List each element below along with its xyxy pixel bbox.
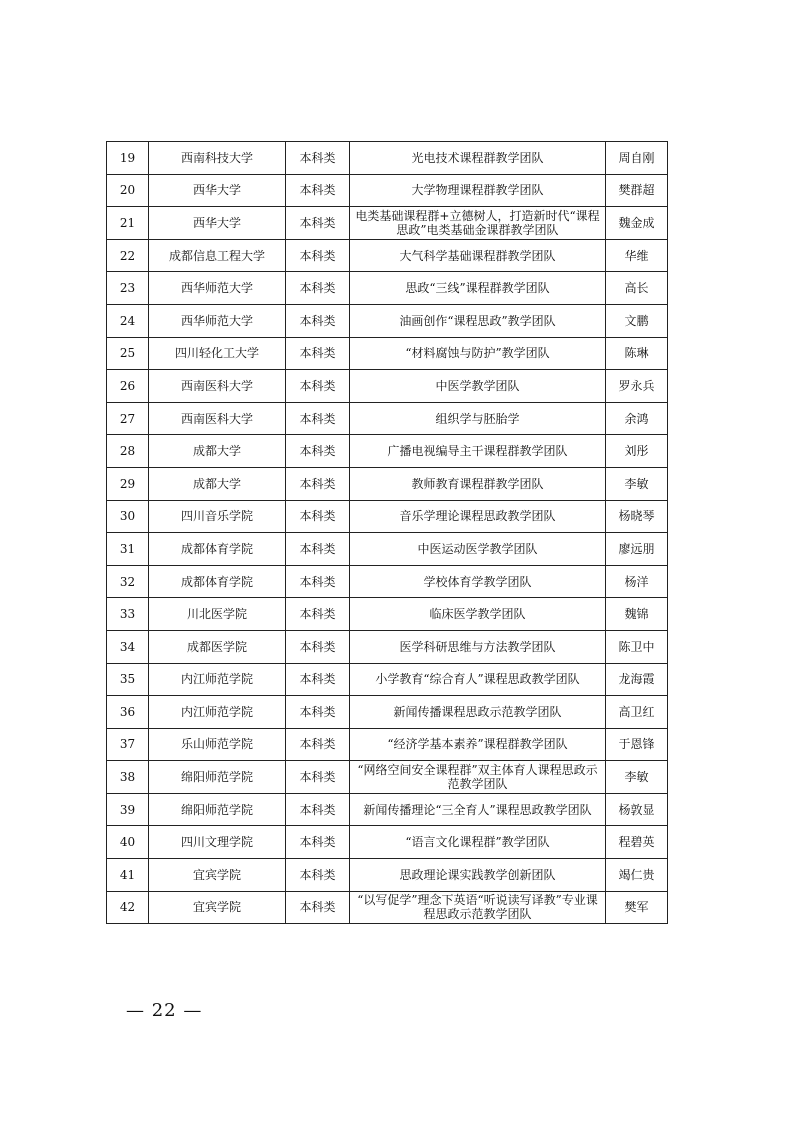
- row-number: 28: [107, 435, 149, 468]
- school-name: 西南科技大学: [149, 142, 286, 175]
- category-label: 本科类: [286, 761, 350, 794]
- category-label: 本科类: [286, 565, 350, 598]
- team-leader: 程碧英: [606, 826, 668, 859]
- team-leader: 樊军: [606, 891, 668, 924]
- team-name: 医学科研思维与方法教学团队: [350, 630, 606, 663]
- table-row: [107, 826, 668, 859]
- team-name: 教师教育课程群教学团队: [350, 467, 606, 500]
- team-name: “材料腐蚀与防护”教学团队: [350, 337, 606, 370]
- row-number: 36: [107, 696, 149, 729]
- row-number: 29: [107, 467, 149, 500]
- team-leader: 陈琳: [606, 337, 668, 370]
- team-name: 油画创作“课程思政”教学团队: [350, 304, 606, 337]
- school-name: 成都大学: [149, 467, 286, 500]
- team-leader: 李敏: [606, 761, 668, 794]
- team-leader: 于恩锋: [606, 728, 668, 761]
- table-row: [107, 859, 668, 892]
- table-row: [107, 370, 668, 403]
- team-name: 中医运动医学教学团队: [350, 533, 606, 566]
- school-name: 四川文理学院: [149, 826, 286, 859]
- team-name: 组织学与胚胎学: [350, 402, 606, 435]
- team-leader: 杨敦显: [606, 793, 668, 826]
- category-label: 本科类: [286, 826, 350, 859]
- team-leader: 李敏: [606, 467, 668, 500]
- category-label: 本科类: [286, 630, 350, 663]
- category-label: 本科类: [286, 598, 350, 631]
- table-row: [107, 565, 668, 598]
- table-row: [107, 239, 668, 272]
- category-label: 本科类: [286, 402, 350, 435]
- table-body: [107, 142, 668, 924]
- team-name: 大气科学基础课程群教学团队: [350, 239, 606, 272]
- team-leader: 樊群超: [606, 174, 668, 207]
- team-leader: 刘彤: [606, 435, 668, 468]
- row-number: 38: [107, 761, 149, 794]
- category-label: 本科类: [286, 370, 350, 403]
- school-name: 成都医学院: [149, 630, 286, 663]
- team-name: 思政“三线”课程群教学团队: [350, 272, 606, 305]
- team-name: 学校体育学教学团队: [350, 565, 606, 598]
- table-row: [107, 435, 668, 468]
- row-number: 27: [107, 402, 149, 435]
- row-number: 42: [107, 891, 149, 924]
- team-leader: 陈卫中: [606, 630, 668, 663]
- table-row: [107, 663, 668, 696]
- school-name: 内江师范学院: [149, 696, 286, 729]
- row-number: 23: [107, 272, 149, 305]
- school-name: 内江师范学院: [149, 663, 286, 696]
- category-label: 本科类: [286, 533, 350, 566]
- table-row: [107, 533, 668, 566]
- school-name: 成都信息工程大学: [149, 239, 286, 272]
- category-label: 本科类: [286, 207, 350, 240]
- school-name: 西南医科大学: [149, 370, 286, 403]
- team-name: 广播电视编导主干课程群教学团队: [350, 435, 606, 468]
- team-leader: 杨晓琴: [606, 500, 668, 533]
- team-leader: 周自刚: [606, 142, 668, 175]
- team-name: “经济学基本素养”课程群教学团队: [350, 728, 606, 761]
- team-name: 大学物理课程群教学团队: [350, 174, 606, 207]
- school-name: 四川轻化工大学: [149, 337, 286, 370]
- team-leader: 魏金成: [606, 207, 668, 240]
- team-name: 音乐学理论课程思政教学团队: [350, 500, 606, 533]
- row-number: 19: [107, 142, 149, 175]
- team-name: “网络空间安全课程群”双主体育人课程思政示范教学团队: [350, 761, 606, 794]
- row-number: 31: [107, 533, 149, 566]
- team-name: 新闻传播课程思政示范教学团队: [350, 696, 606, 729]
- page-number: — 22 —: [126, 1000, 203, 1021]
- category-label: 本科类: [286, 793, 350, 826]
- team-name: 光电技术课程群教学团队: [350, 142, 606, 175]
- school-name: 乐山师范学院: [149, 728, 286, 761]
- category-label: 本科类: [286, 696, 350, 729]
- category-label: 本科类: [286, 891, 350, 924]
- team-roster-table: [106, 141, 668, 924]
- category-label: 本科类: [286, 174, 350, 207]
- team-leader: 龙海霞: [606, 663, 668, 696]
- row-number: 33: [107, 598, 149, 631]
- table-row: [107, 174, 668, 207]
- school-name: 四川音乐学院: [149, 500, 286, 533]
- team-name: “以写促学”理念下英语“听说读写译教”专业课程思政示范教学团队: [350, 891, 606, 924]
- team-name: 思政理论课实践教学创新团队: [350, 859, 606, 892]
- category-label: 本科类: [286, 304, 350, 337]
- school-name: 西华师范大学: [149, 304, 286, 337]
- row-number: 20: [107, 174, 149, 207]
- table-row: [107, 207, 668, 240]
- table-row: [107, 630, 668, 663]
- row-number: 37: [107, 728, 149, 761]
- table-row: [107, 402, 668, 435]
- table-row: [107, 891, 668, 924]
- school-name: 西华大学: [149, 207, 286, 240]
- table-row: [107, 304, 668, 337]
- table-row: [107, 696, 668, 729]
- row-number: 35: [107, 663, 149, 696]
- category-label: 本科类: [286, 467, 350, 500]
- team-leader: 罗永兵: [606, 370, 668, 403]
- row-number: 26: [107, 370, 149, 403]
- team-leader: 廖远朋: [606, 533, 668, 566]
- school-name: 西华师范大学: [149, 272, 286, 305]
- category-label: 本科类: [286, 337, 350, 370]
- row-number: 32: [107, 565, 149, 598]
- table-row: [107, 728, 668, 761]
- team-leader: 竭仁贵: [606, 859, 668, 892]
- team-name: 电类基础课程群+立德树人，打造新时代“课程思政”电类基础金课群教学团队: [350, 207, 606, 240]
- category-label: 本科类: [286, 142, 350, 175]
- table-row: [107, 467, 668, 500]
- table-row: [107, 142, 668, 175]
- table-row: [107, 272, 668, 305]
- category-label: 本科类: [286, 272, 350, 305]
- table-row: [107, 793, 668, 826]
- row-number: 40: [107, 826, 149, 859]
- team-leader: 华维: [606, 239, 668, 272]
- row-number: 34: [107, 630, 149, 663]
- school-name: 西华大学: [149, 174, 286, 207]
- school-name: 成都大学: [149, 435, 286, 468]
- school-name: 川北医学院: [149, 598, 286, 631]
- table-row: [107, 337, 668, 370]
- table-row: [107, 598, 668, 631]
- team-leader: 魏锦: [606, 598, 668, 631]
- team-leader: 余鸿: [606, 402, 668, 435]
- row-number: 21: [107, 207, 149, 240]
- school-name: 西南医科大学: [149, 402, 286, 435]
- table-row: [107, 500, 668, 533]
- team-leader: 文鹏: [606, 304, 668, 337]
- team-name: 新闻传播理论“三全育人”课程思政教学团队: [350, 793, 606, 826]
- team-name: “语言文化课程群”教学团队: [350, 826, 606, 859]
- row-number: 22: [107, 239, 149, 272]
- team-leader: 高长: [606, 272, 668, 305]
- school-name: 宜宾学院: [149, 859, 286, 892]
- category-label: 本科类: [286, 435, 350, 468]
- category-label: 本科类: [286, 663, 350, 696]
- row-number: 25: [107, 337, 149, 370]
- row-number: 39: [107, 793, 149, 826]
- school-name: 成都体育学院: [149, 565, 286, 598]
- school-name: 绵阳师范学院: [149, 761, 286, 794]
- team-leader: 高卫红: [606, 696, 668, 729]
- team-leader: 杨洋: [606, 565, 668, 598]
- school-name: 成都体育学院: [149, 533, 286, 566]
- row-number: 24: [107, 304, 149, 337]
- category-label: 本科类: [286, 859, 350, 892]
- row-number: 30: [107, 500, 149, 533]
- team-name: 中医学教学团队: [350, 370, 606, 403]
- table-row: [107, 761, 668, 794]
- team-name: 小学教育“综合育人”课程思政教学团队: [350, 663, 606, 696]
- school-name: 宜宾学院: [149, 891, 286, 924]
- category-label: 本科类: [286, 728, 350, 761]
- team-name: 临床医学教学团队: [350, 598, 606, 631]
- category-label: 本科类: [286, 500, 350, 533]
- category-label: 本科类: [286, 239, 350, 272]
- school-name: 绵阳师范学院: [149, 793, 286, 826]
- row-number: 41: [107, 859, 149, 892]
